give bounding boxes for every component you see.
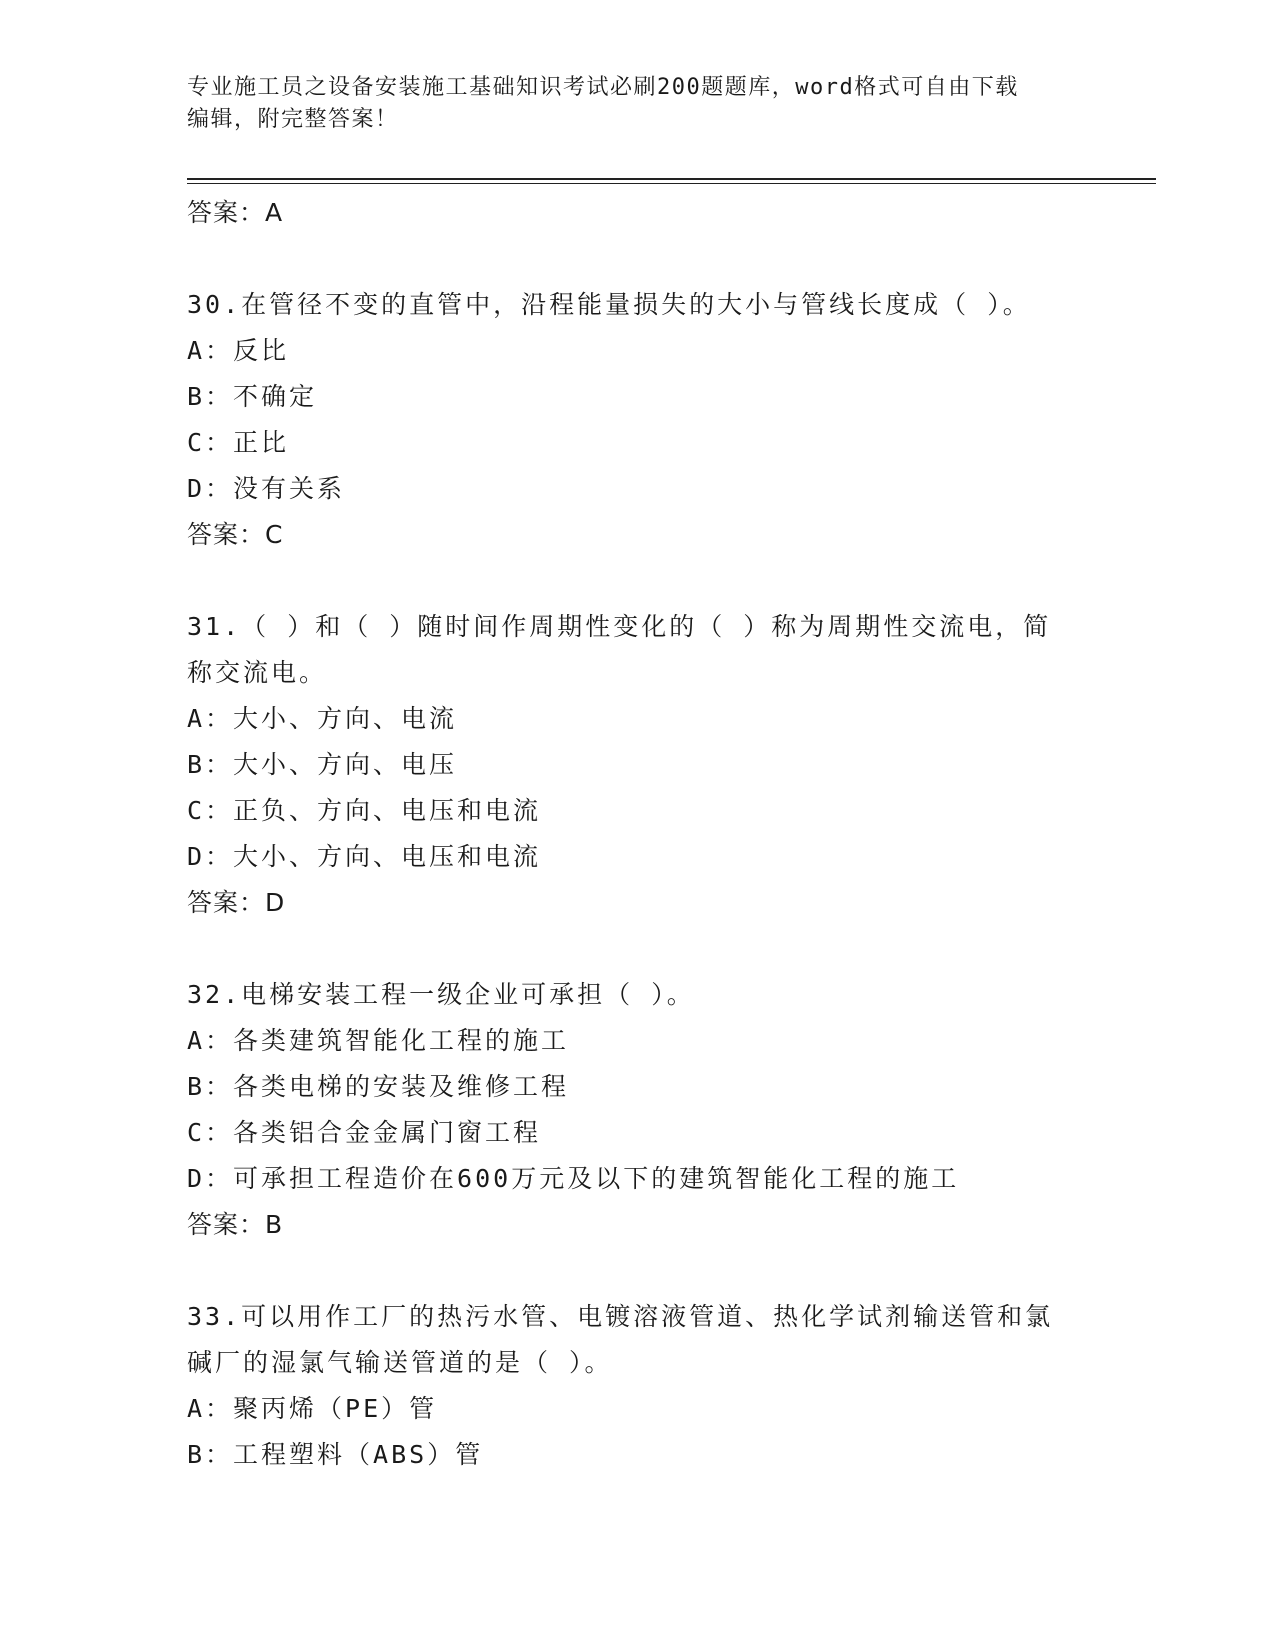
option-line: A：聚丙烯（PE）管 [187, 1394, 438, 1423]
document-header [187, 72, 1067, 136]
option-line: B：大小、方向、电压 [187, 750, 458, 779]
question-text: 31.（ ）和（ ）随时间作周期性变化的（ ）称为周期性交流电，简 [187, 612, 1052, 641]
option-line: A：反比 [187, 336, 290, 365]
option-line: C：正负、方向、电压和电流 [187, 796, 542, 825]
spacer [187, 558, 1087, 604]
header-line-2: 编辑，附完整答案！ [187, 107, 399, 132]
option-line: C：各类铝合金金属门窗工程 [187, 1118, 542, 1147]
option-line: B：各类电梯的安装及维修工程 [187, 1072, 570, 1101]
answer-line: 答案：C [187, 520, 284, 549]
answer-line: 答案：A [187, 198, 284, 227]
question-text: 碱厂的湿氯气输送管道的是（ ）。 [187, 1348, 613, 1377]
header-divider-thick [187, 178, 1156, 180]
option-line: A：各类建筑智能化工程的施工 [187, 1026, 570, 1055]
option-line: A：大小、方向、电流 [187, 704, 458, 733]
spacer [187, 926, 1087, 972]
option-line: D：没有关系 [187, 474, 346, 503]
question-text: 称交流电。 [187, 658, 328, 687]
option-line: B：不确定 [187, 382, 318, 411]
question-text: 30.在管径不变的直管中，沿程能量损失的大小与管线长度成（ ）。 [187, 290, 1031, 319]
question-text: 32.电梯安装工程一级企业可承担（ ）。 [187, 980, 695, 1009]
option-line: D：可承担工程造价在600万元及以下的建筑智能化工程的施工 [187, 1164, 960, 1193]
spacer [187, 1248, 1087, 1294]
question-text: 33.可以用作工厂的热污水管、电镀溶液管道、热化学试剂输送管和氯 [187, 1302, 1054, 1331]
header-line-1: 专业施工员之设备安装施工基础知识考试必刷200题题库，word格式可自由下载 [187, 75, 1019, 100]
header-divider-thin [187, 183, 1156, 184]
spacer [187, 236, 1087, 282]
answer-line: 答案：D [187, 888, 286, 917]
answer-line: 答案：B [187, 1210, 284, 1239]
question-list [187, 190, 1087, 1478]
option-line: D：大小、方向、电压和电流 [187, 842, 542, 871]
option-line: C：正比 [187, 428, 290, 457]
option-line: B：工程塑料（ABS）管 [187, 1440, 484, 1469]
